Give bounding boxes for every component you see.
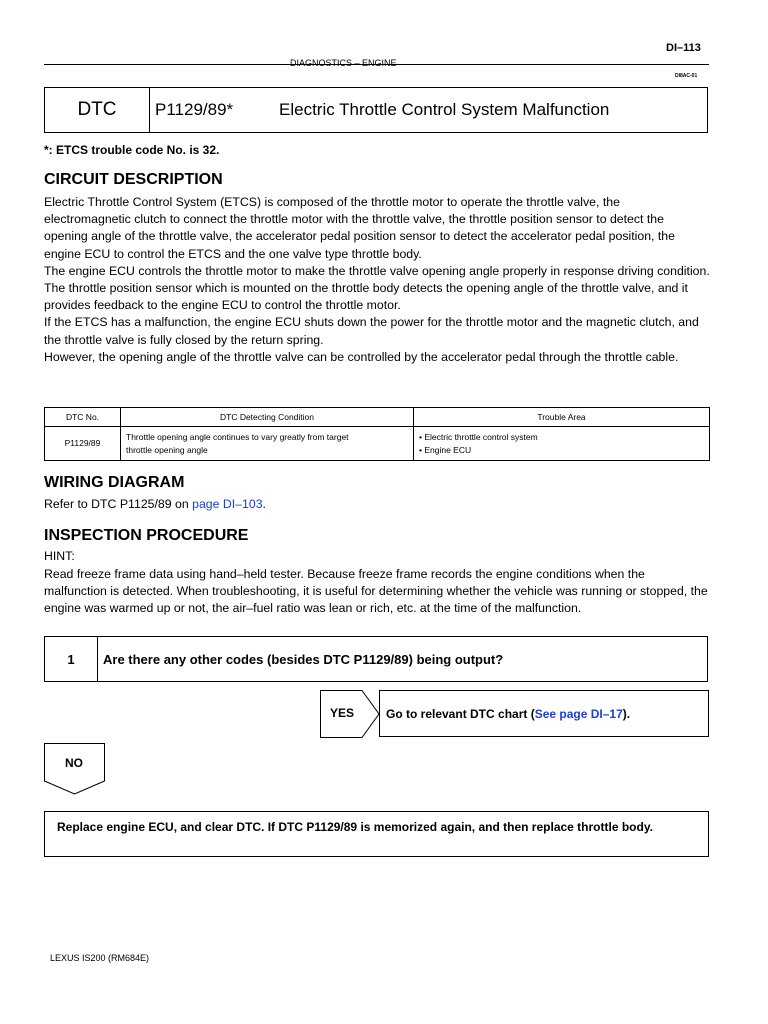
- dtc-chart-link[interactable]: See page DI–17: [534, 706, 623, 721]
- table-header-dtc-no: DTC No.: [45, 408, 121, 427]
- circuit-description: [44, 194, 710, 366]
- table-header-row: [45, 408, 710, 427]
- step-number: 1: [45, 637, 98, 681]
- circuit-paragraph: Electric Throttle Control System (ETCS) is composed of the throttle motor to operate the throttle valve, the electromagnetic clutch to connect the throttle motor with the throttle valve, the throttle position sensor to detect the opening angle of the throttle valve, the accelerator pedal position sensor to detect the accelerator pedal position, the engine ECU to control the ETCS and the one valve type throttle body.: [44, 195, 675, 261]
- document-id: DI8AC-01: [675, 73, 698, 79]
- table-row: [45, 427, 710, 461]
- wiring-text-end: .: [262, 497, 266, 511]
- etcs-note: *: ETCS trouble code No. is 32.: [44, 143, 220, 157]
- table-cell-condition: [121, 427, 414, 461]
- dtc-label: DTC: [45, 88, 150, 132]
- condition-line: Throttle opening angle continues to vary greatly from target: [126, 431, 349, 442]
- step-question: Are there any other codes (besides DTC P1129/89) being output?: [103, 651, 504, 667]
- circuit-paragraph: If the ETCS has a malfunction, the engine ECU shuts down the power for the throttle motor and the magnetic clutch, and the throttle valve is fully closed by the return spring.: [44, 315, 699, 347]
- table-header-condition: DTC Detecting Condition: [121, 408, 414, 427]
- yes-label: YES: [330, 706, 355, 720]
- inspection-heading: INSPECTION PROCEDURE: [44, 527, 249, 544]
- yes-action-text-end: ).: [622, 706, 631, 721]
- page-number: DI–113: [666, 42, 701, 54]
- header-divider: [44, 64, 709, 65]
- hint-label: HINT:: [44, 549, 75, 563]
- wiring-text: Refer to DTC P1125/89 on: [44, 497, 193, 511]
- step-1-box: [44, 636, 708, 682]
- table-cell-area: [414, 427, 710, 461]
- hint-text: Read freeze frame data using hand–held tester. Because freeze frame records the engine conditions when the malfunction is detected. When troubleshooting, it is useful for determining whether the vehicle was running or stopped, the engine was warmed up or not, the air–fuel ratio was lean or rich, etc. at the time of the malfunction.: [44, 567, 708, 616]
- wiring-reference: [44, 496, 710, 513]
- section-title: DIAGNOSTICS – ENGINE: [290, 58, 397, 68]
- circuit-heading: CIRCUIT DESCRIPTION: [44, 171, 223, 188]
- dtc-code: P1129/89*: [155, 100, 234, 119]
- no-label: NO: [65, 756, 83, 770]
- dtc-table: [44, 407, 710, 461]
- dtc-name: Electric Throttle Control System Malfunction: [279, 100, 610, 119]
- table-cell-code: P1129/89: [45, 427, 121, 461]
- footer-model: LEXUS IS200 (RM684E): [50, 953, 150, 963]
- circuit-paragraph: The engine ECU controls the throttle motor to make the throttle valve opening angle properly in response driving condition.: [44, 263, 710, 278]
- area-line: • Electric throttle control system: [419, 431, 538, 442]
- yes-action-text: Go to relevant DTC chart (: [386, 706, 535, 721]
- wiring-heading: WIRING DIAGRAM: [44, 474, 185, 491]
- circuit-paragraph: The throttle position sensor which is mounted on the throttle body detects the opening angle of the throttle valve, and it provides feedback to the engine ECU to control the throttle motor.: [44, 281, 688, 313]
- wiring-page-link[interactable]: page DI–103: [192, 497, 263, 511]
- circuit-paragraph: However, the opening angle of the throttle valve can be controlled by the accelerator pedal through the throttle cable.: [44, 349, 679, 364]
- dtc-title-box: [44, 87, 708, 133]
- area-line: • Engine ECU: [419, 444, 472, 455]
- condition-line: throttle opening angle: [126, 444, 208, 455]
- table-header-trouble-area: Trouble Area: [414, 408, 710, 427]
- yes-action-box: [379, 690, 709, 737]
- final-action-box: Replace engine ECU, and clear DTC. If DTC P1129/89 is memorized again, and then replace throttle body.: [44, 811, 709, 857]
